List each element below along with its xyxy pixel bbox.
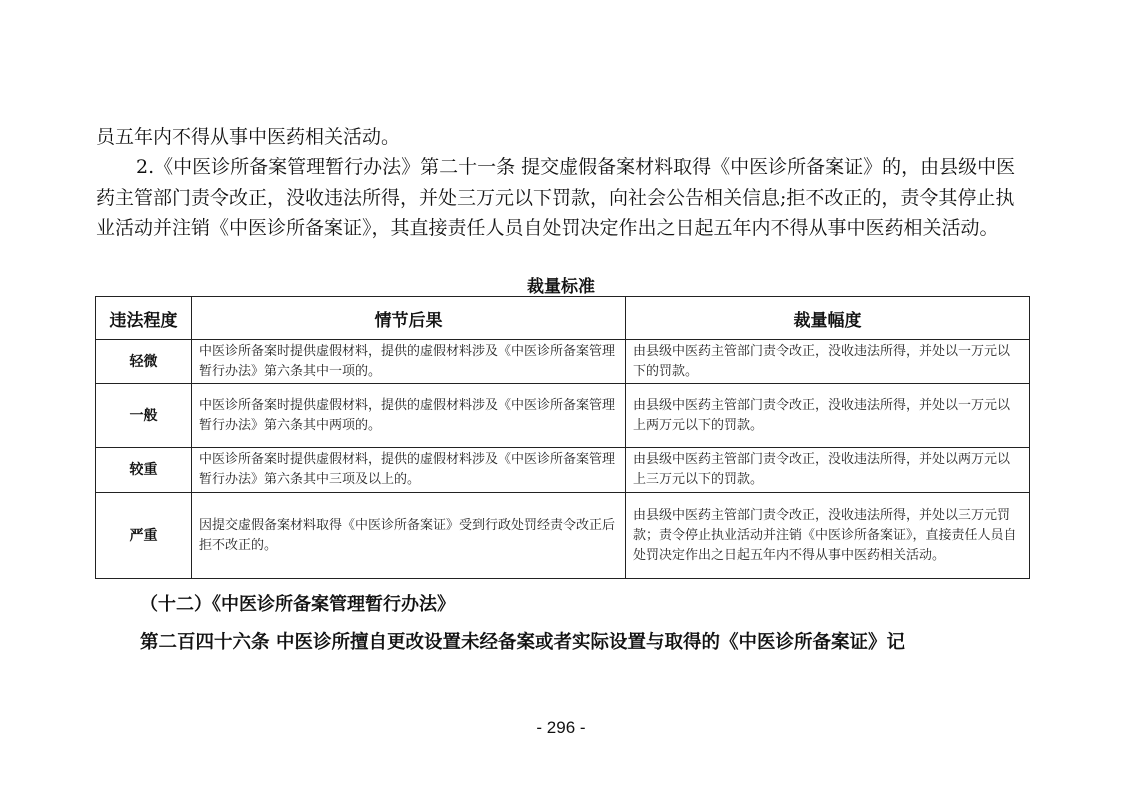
table-header-row (96, 297, 1030, 340)
consequence-cell: 中医诊所备案时提供虚假材料，提供的虚假材料涉及《中医诊所备案管理暂行办法》第六条其中一项的。 (192, 340, 626, 384)
header-discretion-range: 裁量幅度 (626, 297, 1030, 340)
paragraph-article-21: 2.《中医诊所备案管理暂行办法》第二十一条 提交虚假备案材料取得《中医诊所备案证》的，由县级中医药主管部门责令改正，没收违法所得，并处三万元以下罚款，向社会公告相关信息;拒不改正的，责令其停止执业活动并注销《中医诊所备案证》，其直接责任人员自处罚决定作出之日起五年内不得从事中医药相关活动。 (96, 156, 1016, 239)
discretion-standard-table (95, 296, 1030, 579)
table-row (96, 493, 1030, 579)
discretion-cell: 由县级中医药主管部门责令改正，没收违法所得，并处以三万元罚款；责令停止执业活动并注销《中医诊所备案证》，直接责任人员自处罚决定作出之日起五年内不得从事中医药相关活动。 (626, 493, 1030, 579)
table-title: 裁量标准 (527, 277, 595, 297)
discretion-cell: 由县级中医药主管部门责令改正，没收违法所得，并处以一万元以下的罚款。 (626, 340, 1030, 384)
discretion-cell: 由县级中医药主管部门责令改正，没收违法所得，并处以一万元以上两万元以下的罚款。 (626, 384, 1030, 448)
table-row (96, 448, 1030, 493)
level-cell: 严重 (96, 493, 192, 579)
consequence-cell: 因提交虚假备案材料取得《中医诊所备案证》受到行政处罚经责令改正后拒不改正的。 (192, 493, 626, 579)
level-cell: 轻微 (96, 340, 192, 384)
table-row (96, 340, 1030, 384)
level-cell: 较重 (96, 448, 192, 493)
intro-line: 员五年内不得从事中医药相关活动。 (96, 126, 401, 148)
consequence-cell: 中医诊所备案时提供虚假材料，提供的虚假材料涉及《中医诊所备案管理暂行办法》第六条其中三项及以上的。 (192, 448, 626, 493)
article-246-text: 第二百四十六条 中医诊所擅自更改设置未经备案或者实际设置与取得的《中医诊所备案证》记 (140, 632, 905, 653)
section-heading: （十二）《中医诊所备案管理暂行办法》 (140, 594, 455, 615)
table-row (96, 384, 1030, 448)
header-violation-degree: 违法程度 (96, 297, 192, 340)
discretion-cell: 由县级中医药主管部门责令改正，没收违法所得，并处以两万元以上三万元以下的罚款。 (626, 448, 1030, 493)
consequence-cell: 中医诊所备案时提供虚假材料，提供的虚假材料涉及《中医诊所备案管理暂行办法》第六条其中两项的。 (192, 384, 626, 448)
page-number: - 296 - (536, 718, 586, 737)
header-circumstances: 情节后果 (192, 297, 626, 340)
level-cell: 一般 (96, 384, 192, 448)
